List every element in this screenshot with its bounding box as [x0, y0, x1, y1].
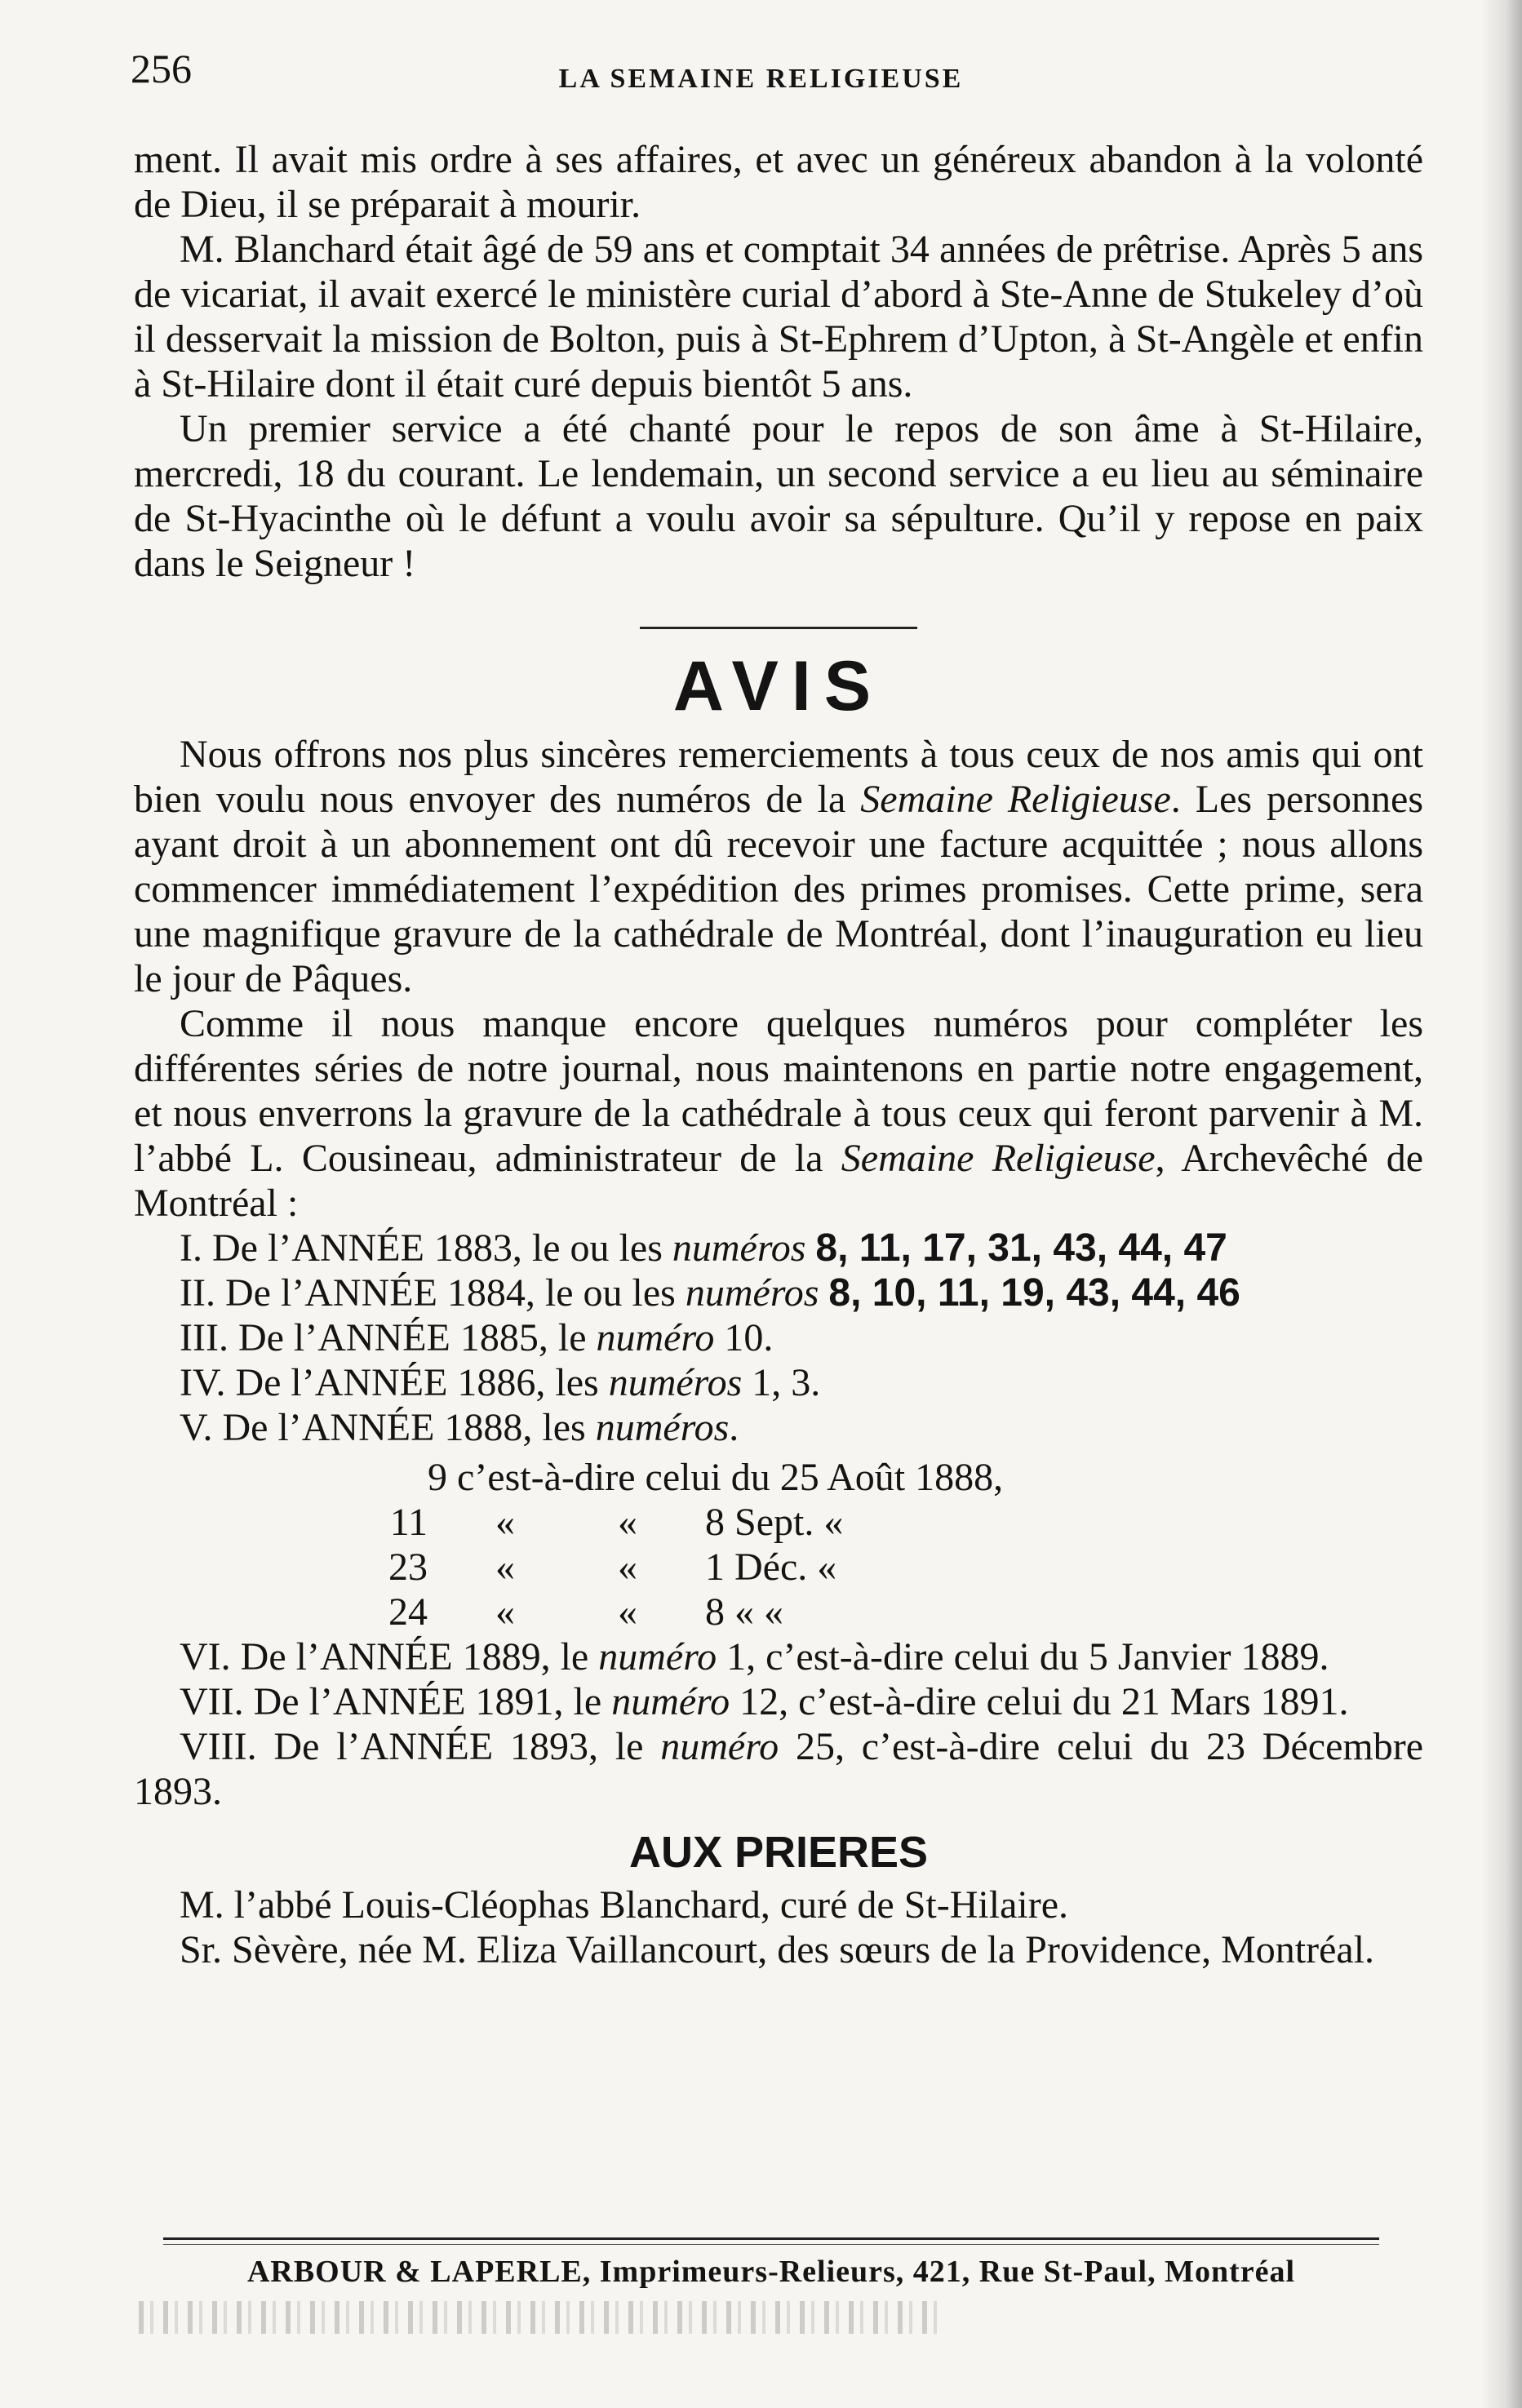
- item-1885-label: III. De l’ANNÉE 1885, le: [180, 1316, 597, 1359]
- item-1889-numero: numéro: [598, 1635, 717, 1679]
- item-1891-label: VII. De l’ANNÉE 1891, le: [180, 1680, 612, 1723]
- ditto-mark: «: [495, 1590, 515, 1634]
- obituary-paragraph-2: M. Blanchard était âgé de 59 ans et comptait 34 années de prêtrise. Après 5 ans de vicariat, il avait exercé le ministère curial d’abord à Ste-Anne de Stukeley d’où il desservait la mission de Bolton, puis à St-Ephrem d’Upton, à St-Angèle et enfin à St-Hilaire dont il était curé depuis bientôt 5 ans.: [134, 228, 1423, 406]
- item-1889-label: VI. De l’ANNÉE 1889, le: [180, 1635, 599, 1679]
- item-1883-numeros: numéros: [672, 1226, 806, 1270]
- running-title: LA SEMAINE RELIGIEUSE: [558, 64, 964, 94]
- issue-number: 11: [389, 1501, 428, 1544]
- ditto-mark: «: [495, 1545, 515, 1589]
- avis-p2-text-b: , Archevêché de Montréal :: [134, 1137, 1424, 1225]
- item-1883-numbers: 8, 11, 17, 31, 43, 44, 47: [815, 1226, 1227, 1270]
- page-edge-shadow: [1481, 0, 1522, 2408]
- avis-p1-text-b: . Les personnes ayant droit à un abonnement ont dû recevoir une facture acquittée ; nous allons commencer immédiatement l’expédition des primes promises. Cette prime, sera une magnifique gravure de la cathédrale de Montréal, dont l’inauguration eu lieu le jour de Pâques.: [134, 778, 1424, 1000]
- item-1886-numbers: 1, 3.: [742, 1361, 821, 1404]
- footer-divider: [163, 2237, 1379, 2240]
- issue-row: [134, 1545, 1423, 1590]
- issue-row: [134, 1590, 1423, 1634]
- prieres-line-1: M. l’abbé Louis-Cléophas Blanchard, curé de St-Hilaire.: [180, 1883, 1068, 1927]
- item-1888-numeros: numéros: [595, 1406, 730, 1449]
- avis-p2-journal-title: Semaine Religieuse: [841, 1137, 1156, 1180]
- issue-number: 23: [388, 1545, 428, 1589]
- page-number: 256: [131, 46, 192, 91]
- issue-1888-first: 9 c’est-à-dire celui du 25 Août 1888,: [428, 1456, 1004, 1499]
- list-item-1889: [134, 1634, 1423, 1679]
- ditto-mark: «: [495, 1501, 515, 1544]
- item-1884-numeros: numéros: [685, 1271, 819, 1315]
- issue-number: 24: [388, 1590, 428, 1634]
- item-1891-detail: 12, c’est-à-dire celui du 21 Mars 1891.: [730, 1680, 1349, 1723]
- obituary-paragraph-3: Un premier service a été chanté pour le repos de son âme à St-Hilaire, mercredi, 18 du courant. Le lendemain, un second service a eu lieu au séminaire de St-Hyacinthe où le défunt a voulu avoir sa sépulture. Qu’il y repose en paix dans le Seigneur !: [134, 407, 1423, 585]
- issue-date: 8 « «: [705, 1590, 783, 1634]
- ditto-mark: «: [618, 1590, 637, 1634]
- item-1893-detail: 25, c’est-à-dire celui du 23 Décembre 1893.: [134, 1725, 1423, 1813]
- avis-paragraph-2: [134, 1001, 1423, 1226]
- scan-artifact: [139, 2301, 938, 2334]
- avis-paragraph-1: [134, 732, 1423, 1001]
- printer-imprint: ARBOUR & LAPERLE, Imprimeurs-Relieurs, 421, Rue St-Paul, Montréal: [246, 2255, 1296, 2289]
- prieres-heading: AUX PRIERES: [628, 1828, 929, 1877]
- obituary-paragraph-1: ment. Il avait mis ordre à ses affaires, et avec un généreux abandon à la volonté de Dieu, il se préparait à mourir.: [134, 138, 1423, 226]
- item-1884-numbers: 8, 10, 11, 19, 43, 44, 46: [828, 1271, 1240, 1315]
- avis-p1-text-a: Nous offrons nos plus sincères remerciements à tous ceux de nos amis qui ont bien voulu nous envoyer des numéros de la: [134, 733, 1423, 821]
- item-1884-label: II. De l’ANNÉE 1884, le ou les: [180, 1271, 686, 1315]
- list-item-1883: [134, 1226, 1423, 1271]
- item-1888-label: V. De l’ANNÉE 1888, les: [180, 1406, 596, 1449]
- prieres-line-2: Sr. Sèvère, née M. Eliza Vaillancourt, des sœurs de la Providence, Montréal.: [180, 1928, 1375, 1971]
- item-1885-numero: numéro: [596, 1316, 715, 1359]
- ditto-mark: «: [618, 1545, 637, 1589]
- item-1893-numero: numéro: [660, 1725, 779, 1768]
- avis-heading: AVIS: [672, 647, 885, 725]
- footer-divider-thin: [163, 2244, 1379, 2245]
- list-item-1891: [134, 1679, 1423, 1724]
- list-item-1888: [134, 1405, 1423, 1450]
- avis-p1-journal-title: Semaine Religieuse: [860, 778, 1171, 821]
- list-item-1885: [134, 1315, 1423, 1360]
- issues-1888-table: [134, 1455, 1423, 1634]
- main-text: [134, 137, 1423, 1972]
- item-1886-numeros: numéros: [608, 1361, 743, 1404]
- item-1889-detail: 1, c’est-à-dire celui du 5 Janvier 1889.: [717, 1635, 1329, 1679]
- issue-date: 1 Déc. «: [705, 1545, 837, 1589]
- item-1893-label: VIII. De l’ANNÉE 1893, le: [180, 1725, 661, 1768]
- issue-date: 8 Sept. «: [705, 1501, 844, 1544]
- item-1885-number: 10.: [714, 1316, 774, 1359]
- list-item-1886: [134, 1360, 1423, 1405]
- ditto-mark: «: [618, 1501, 637, 1544]
- list-item-1884: [134, 1271, 1423, 1315]
- section-divider: [640, 627, 917, 629]
- list-item-1893: [134, 1724, 1423, 1814]
- item-1886-label: IV. De l’ANNÉE 1886, les: [180, 1361, 609, 1404]
- issue-row: [134, 1500, 1423, 1545]
- item-1883-label: I. De l’ANNÉE 1883, le ou les: [180, 1226, 672, 1270]
- avis-p2-text-a: Comme il nous manque encore quelques numéros pour compléter les différentes séries de notre journal, nous maintenons en partie notre engagement, et nous enverrons la gravure de la cathédrale à tous ceux qui feront parvenir à M. l’abbé L. Cousineau, administrateur de la: [134, 1002, 1423, 1180]
- item-1891-numero: numéro: [611, 1680, 730, 1723]
- item-1888-period: .: [729, 1406, 739, 1449]
